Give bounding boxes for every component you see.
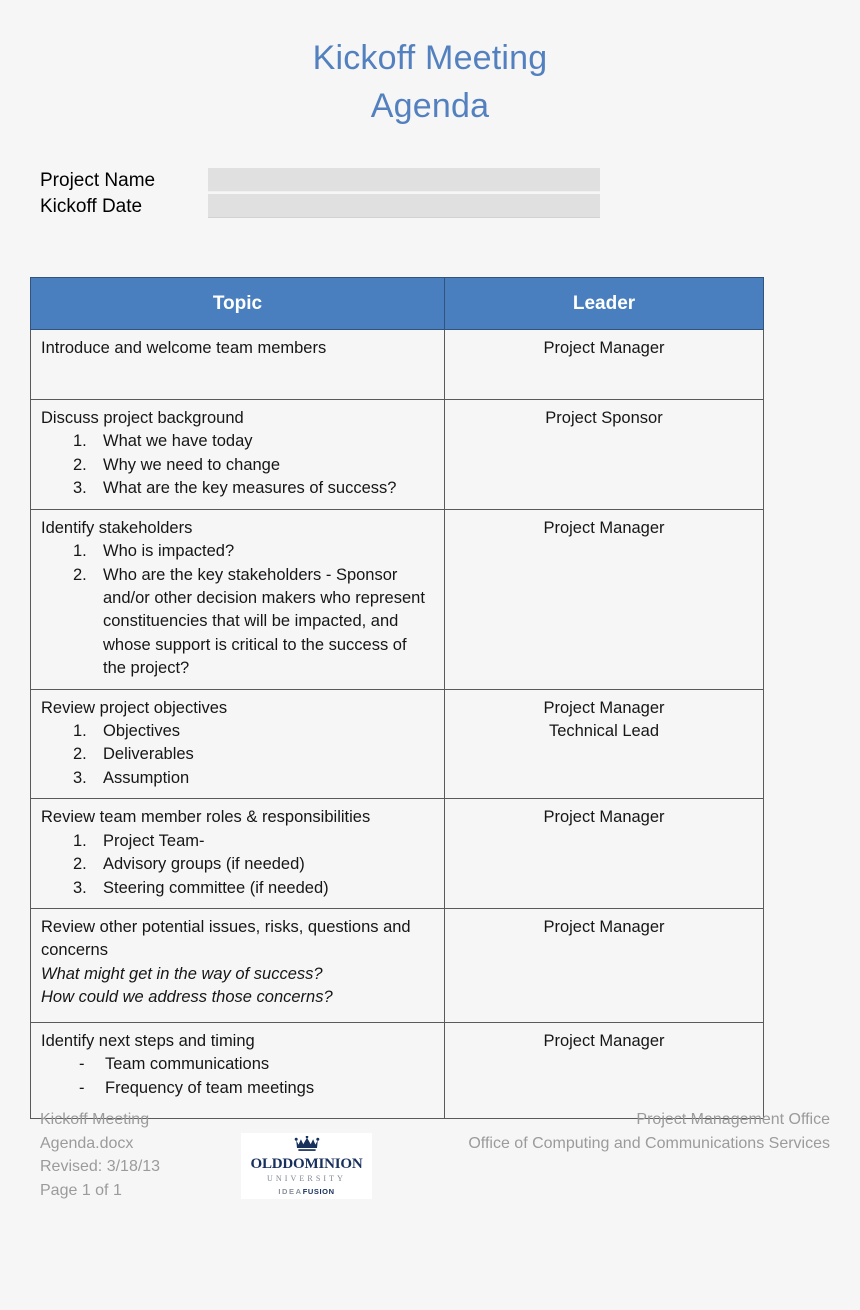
- topic-sub-list: [41, 720, 438, 790]
- footer-right-line: Office of Computing and Communications Services: [468, 1134, 830, 1152]
- table-cell-topic: [31, 689, 445, 799]
- list-item: [41, 477, 438, 500]
- table-row: [31, 400, 764, 510]
- topic-sub-list: [41, 430, 438, 500]
- table-row: [31, 909, 764, 1023]
- crown-icon: [241, 1135, 372, 1155]
- list-item-text: What are the key measures of success?: [103, 479, 397, 498]
- agenda-table-head: [31, 278, 764, 330]
- list-item: [41, 454, 438, 477]
- table-cell-topic: [31, 909, 445, 1023]
- list-item-text: Who are the key stakeholders - Sponsor and/or other decision makers who represent constituencies that will be impacted, and whose support is critical to the success of the project?: [103, 565, 425, 678]
- list-item-text: Steering committee (if needed): [103, 878, 329, 897]
- list-item-marker: -: [79, 1078, 85, 1097]
- odu-logo-name: [241, 1156, 372, 1173]
- project-name-label: Project Name: [40, 170, 156, 191]
- footer-right-line: Project Management Office: [636, 1111, 830, 1128]
- list-item-marker: 2.: [73, 745, 87, 764]
- list-item-marker: 3.: [73, 768, 87, 787]
- list-item-marker: 1.: [73, 542, 87, 561]
- topic-sub-list: [41, 540, 438, 681]
- page-title-line-1: Kickoff Meeting: [312, 39, 548, 77]
- list-item-text: Assumption: [103, 768, 190, 787]
- table-cell-leader: [445, 400, 764, 510]
- footer-right-text: [468, 1108, 830, 1155]
- list-item-marker: -: [79, 1055, 85, 1074]
- list-item: [41, 1077, 438, 1100]
- agenda-table-body: [31, 330, 764, 1119]
- list-item: [41, 1053, 438, 1076]
- list-item-marker: 3.: [73, 878, 87, 897]
- table-cell-topic: [31, 400, 445, 510]
- list-item-text: Frequency of team meetings: [105, 1078, 315, 1097]
- kickoff-date-label: Kickoff Date: [40, 196, 143, 217]
- footer-left-line: Revised: 3/18/13: [40, 1158, 161, 1176]
- leader-name: Technical Lead: [548, 722, 660, 741]
- table-cell-topic: [31, 799, 445, 909]
- table-cell-topic: [31, 509, 445, 689]
- table-cell-topic: [31, 330, 445, 400]
- list-item-marker: 2.: [73, 455, 87, 474]
- project-name-row: [40, 168, 600, 194]
- odu-logo-university: UNIVERSITY: [267, 1174, 346, 1183]
- leader-name: Project Manager: [543, 518, 665, 537]
- list-item: [41, 853, 438, 876]
- list-item: [41, 540, 438, 563]
- footer-left-line: Kickoff Meeting: [40, 1111, 150, 1128]
- leader-name: Project Manager: [543, 339, 665, 357]
- project-info-form: [40, 168, 600, 220]
- list-item-marker: 1.: [73, 722, 87, 741]
- leader-name: Project Manager: [543, 1032, 665, 1051]
- table-row: [31, 799, 764, 909]
- list-item: [41, 743, 438, 766]
- list-item-text: Who is impacted?: [103, 542, 235, 561]
- table-row: [31, 509, 764, 689]
- table-cell-leader: [445, 909, 764, 1023]
- page-title: [0, 0, 860, 131]
- project-name-input[interactable]: [208, 168, 600, 192]
- topic-note: How could we address those concerns?: [41, 988, 333, 1007]
- odu-logo-tagline-fusion: FUSION: [302, 1187, 335, 1196]
- list-item: [41, 830, 438, 853]
- topic-title: Identify stakeholders: [41, 518, 193, 537]
- table-cell-leader: [445, 689, 764, 799]
- page-footer: [0, 1100, 860, 1230]
- table-row: [31, 689, 764, 799]
- topic-sub-list: [41, 1053, 438, 1100]
- table-header-row: [31, 278, 764, 330]
- agenda-table: [30, 277, 764, 1119]
- list-item-text: Why we need to change: [103, 455, 281, 474]
- list-item-text: What we have today: [103, 432, 253, 451]
- list-item: [41, 430, 438, 453]
- page-title-line-2: Agenda: [370, 87, 490, 126]
- list-item-marker: 1.: [73, 831, 87, 850]
- odu-logo-old: OLD: [250, 1156, 283, 1172]
- footer-left-line: Page 1 of 1: [40, 1181, 122, 1199]
- odu-logo-tagline: [241, 1186, 372, 1197]
- footer-left-text: [40, 1108, 160, 1202]
- list-item-text: Team communications: [105, 1055, 270, 1074]
- kickoff-date-row: [40, 194, 600, 220]
- odu-logo-dominion: DOMINION: [282, 1156, 363, 1172]
- leader-name: Project Sponsor: [545, 409, 663, 427]
- table-cell-leader: [445, 799, 764, 909]
- topic-title: Introduce and welcome team members: [41, 339, 327, 357]
- topic-title: Discuss project background: [41, 409, 244, 427]
- list-item-marker: 3.: [73, 479, 87, 498]
- list-item-text: Project Team-: [103, 831, 205, 850]
- leader-name: Project Manager: [543, 808, 665, 827]
- topic-sub-list: [41, 830, 438, 900]
- odu-logo-tagline-idea: IDEA: [278, 1187, 303, 1196]
- list-item-text: Deliverables: [103, 745, 194, 764]
- list-item: [41, 564, 438, 681]
- odu-logo: [241, 1133, 372, 1199]
- topic-title: Identify next steps and timing: [41, 1032, 255, 1051]
- list-item-marker: 1.: [73, 432, 87, 451]
- column-header-leader: Leader: [445, 278, 764, 330]
- topic-title: Review team member roles & responsibilities: [41, 808, 371, 827]
- topic-title: Review project objectives: [41, 698, 228, 717]
- list-item-marker: 2.: [73, 565, 87, 584]
- kickoff-date-input[interactable]: [208, 194, 600, 218]
- list-item-text: Objectives: [103, 722, 181, 741]
- footer-left-line: Agenda.docx: [40, 1134, 134, 1152]
- topic-title: Review other potential issues, risks, questions and concerns: [41, 918, 411, 960]
- list-item-marker: 2.: [73, 855, 87, 874]
- list-item: [41, 767, 438, 790]
- list-item-text: Advisory groups (if needed): [103, 855, 305, 874]
- list-item: [41, 720, 438, 743]
- table-cell-leader: [445, 509, 764, 689]
- list-item: [41, 877, 438, 900]
- leader-name: Project Manager: [543, 698, 665, 717]
- topic-note: What might get in the way of success?: [41, 964, 323, 983]
- leader-name: Project Manager: [543, 918, 665, 937]
- table-cell-leader: [445, 330, 764, 400]
- column-header-topic: Topic: [31, 278, 445, 330]
- table-row: [31, 330, 764, 400]
